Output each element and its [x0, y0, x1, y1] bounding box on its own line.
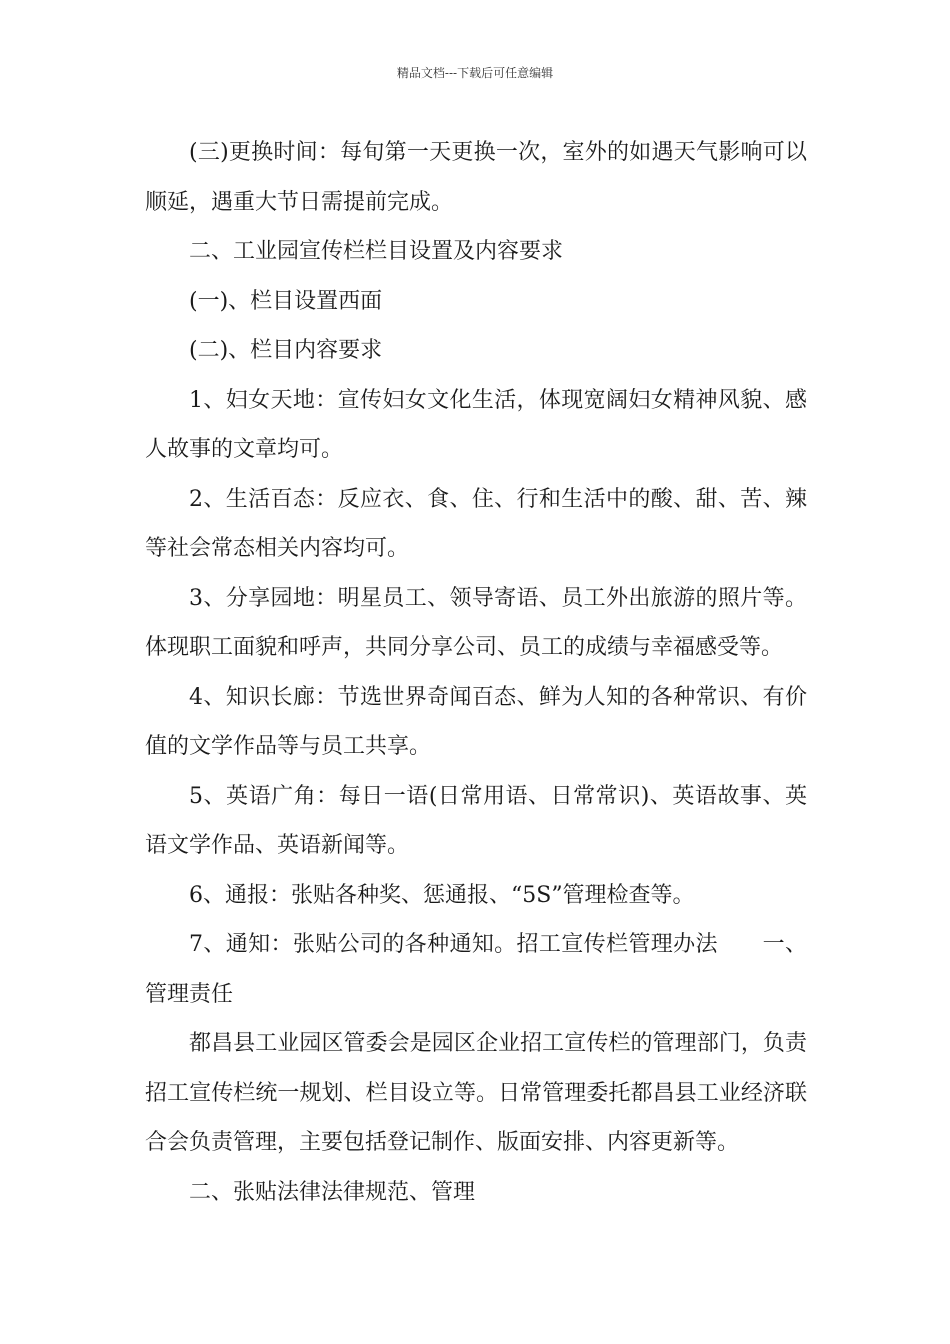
page-header: 精品文档---下载后可任意编辑 [396, 66, 554, 80]
document-body [145, 128, 807, 1217]
section-heading: 二、工业园宣传栏栏目设置及内容要求 [189, 239, 564, 264]
list-item: 3、分享园地：明星员工、领导寄语、员工外出旅游的照片等。体现职工面貌和呼声，共同分享公司、员工的成绩与幸福感受等。 [145, 585, 807, 660]
paragraph: (三)更换时间：每旬第一天更换一次，室外的如遇天气影响可以顺延，遇重大节日需提前完成。 [145, 140, 807, 215]
section-heading: 二、张贴法律法律规范、管理 [189, 1179, 476, 1205]
list-item: 5、英语广角：每日一语(日常用语、日常常识)、英语故事、英语文学作品、英语新闻等。 [145, 783, 807, 858]
list-item: 4、知识长廊：节选世界奇闻百态、鲜为人知的各种常识、有价值的文学作品等与员工共享。 [145, 684, 807, 759]
list-item: 6、通报：张贴各种奖、惩通报、“5S”管理检查等。 [189, 882, 695, 908]
list-item: 2、生活百态：反应衣、食、住、行和生活中的酸、甜、苦、辣等社会常态相关内容均可。 [145, 486, 807, 561]
subsection-heading: (二)、栏目内容要求 [189, 338, 383, 363]
subsection-heading: (一)、栏目设置西面 [189, 288, 383, 314]
paragraph: 都昌县工业园区管委会是园区企业招工宣传栏的管理部门，负责招工宣传栏统一规划、栏目设立等。日常管理委托都昌县工业经济联合会负责管理，主要包括登记制作、版面安排、内容更新等。 [145, 1031, 807, 1155]
list-item: 7、通知：张贴公司的各种通知。招工宣传栏管理办法 一、管理责任 [145, 932, 807, 1007]
list-item: 1、妇女天地：宣传妇女文化生活，体现宽阔妇女精神风貌、感人故事的文章均可。 [145, 387, 807, 462]
